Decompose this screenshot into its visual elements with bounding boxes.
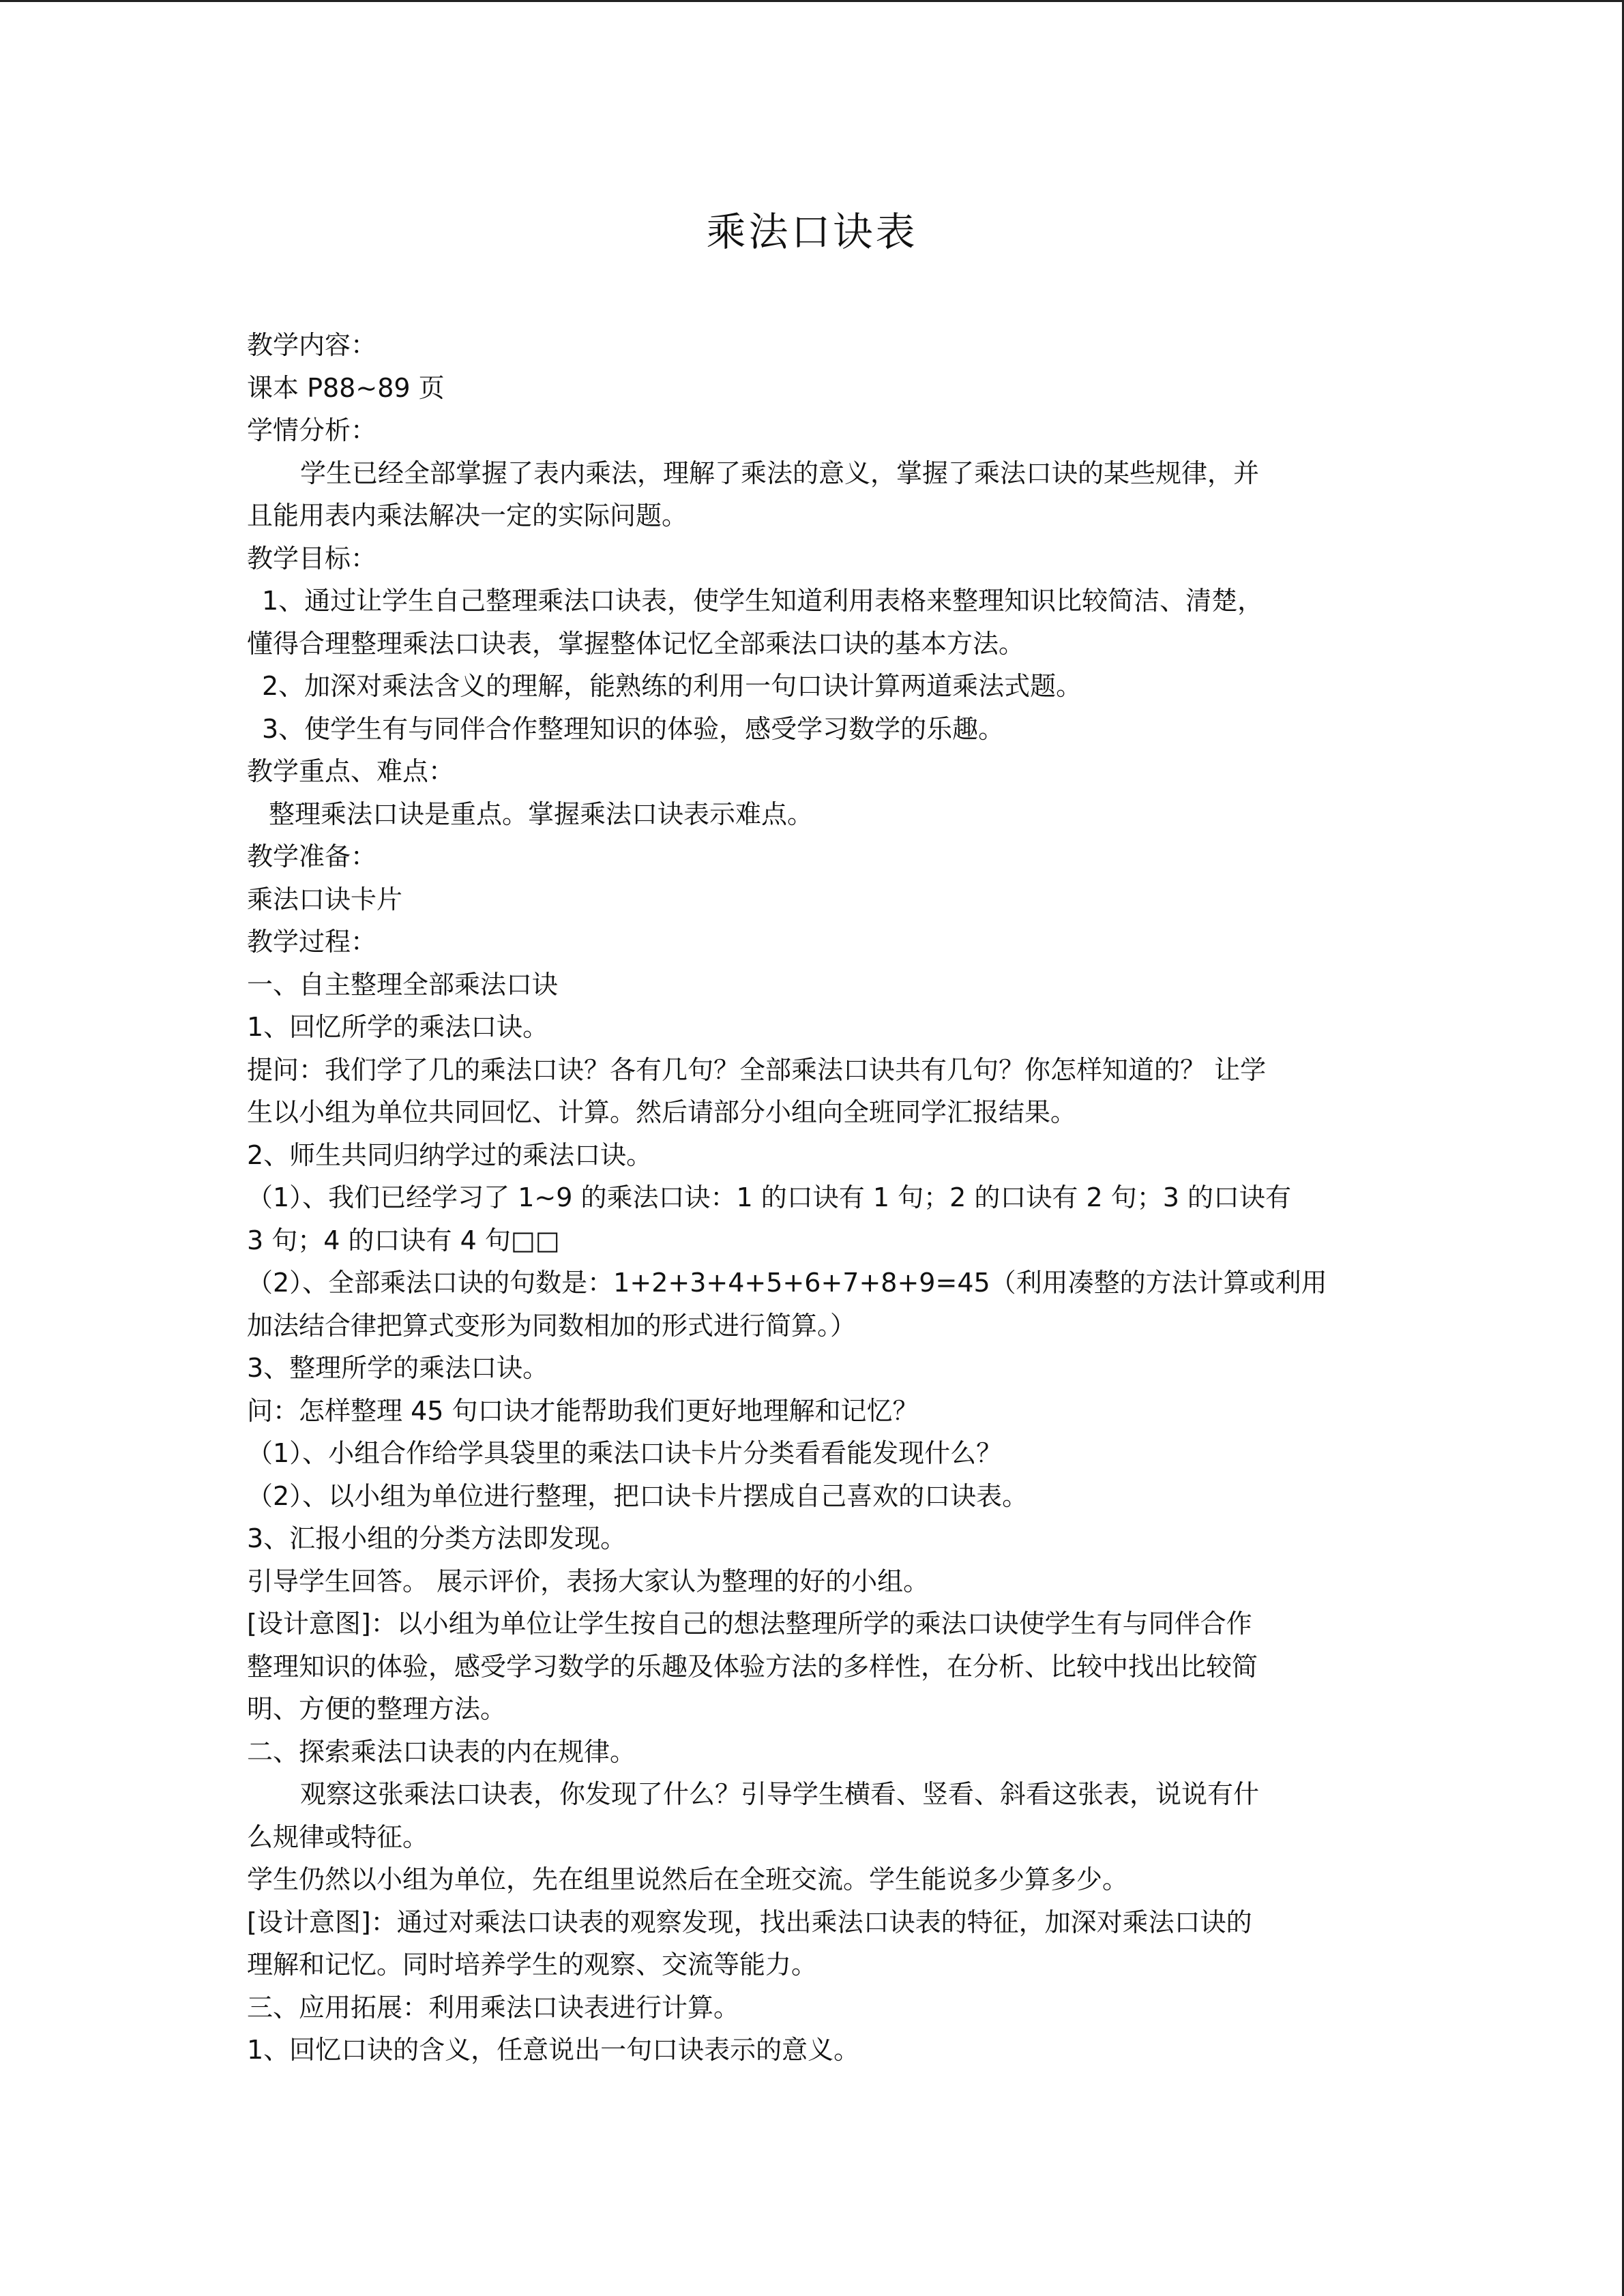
paragraph-line: （1）、我们已经学习了 1~9 的乘法口诀：1 的口诀有 1 句；2 的口诀有 2 句；3 的口诀有	[247, 1182, 1291, 1212]
paragraph-line: 且能用表内乘法解决一定的实际问题。	[247, 501, 688, 531]
paragraph-line: 生以小组为单位共同回忆、计算。然后请部分小组向全班同学汇报结果。	[247, 1097, 1077, 1127]
section-heading-process: 教学过程：	[247, 927, 377, 957]
text-line: 2、师生共同归纳学过的乘法口诀。	[247, 1139, 653, 1170]
subsection-heading: 一、自主整理全部乘法口诀	[247, 969, 559, 1000]
paragraph-line: 提问：我们学了几的乘法口诀？各有几句？全部乘法口诀共有几句？你怎样知道的？ 让学	[247, 1054, 1267, 1085]
paragraph-line: 3 句；4 的口诀有 4 句□□	[247, 1225, 560, 1255]
section-heading-goals: 教学目标：	[247, 543, 377, 573]
subsection-heading: 二、探索乘法口诀表的内在规律。	[247, 1736, 636, 1767]
list-item: 1、通过让学生自己整理乘法口诀表，使学生知道利用表格来整理知识比较简洁、清楚，	[262, 586, 1264, 616]
document-title: 乘法口诀表	[706, 209, 918, 255]
text-line: 课本 P88~89 页	[247, 372, 445, 403]
top-border	[0, 0, 1624, 2]
document-body	[247, 324, 1386, 2072]
section-heading-key-points: 教学重点、难点：	[247, 756, 455, 786]
text-line: 学生仍然以小组为单位，先在组里说然后在全班交流。学生能说多少算多少。	[247, 1864, 1129, 1894]
paragraph-line: 理解和记忆。同时培养学生的观察、交流等能力。	[247, 1950, 818, 1980]
list-item: 2、加深对乘法含义的理解，能熟练的利用一句口诀计算两道乘法式题。	[262, 671, 1082, 701]
paragraph-line: （2）、全部乘法口诀的句数是：1+2+3+4+5+6+7+8+9=45（利用凑整的方法计算或利用	[247, 1268, 1327, 1298]
section-heading-analysis: 学情分析：	[247, 415, 377, 445]
text-line: 3、整理所学的乘法口诀。	[247, 1353, 549, 1383]
list-item-continuation: 懂得合理整理乘法口诀表，掌握整体记忆全部乘法口诀的基本方法。	[247, 628, 1025, 659]
paragraph-line: 整理知识的体验，感受学习数学的乐趣及体验方法的多样性，在分析、比较中找出比较简	[247, 1651, 1258, 1682]
section-heading-preparation: 教学准备：	[247, 841, 377, 871]
text-line: 整理乘法口诀是重点。掌握乘法口诀表示难点。	[269, 799, 814, 829]
paragraph-line: 学生已经全部掌握了表内乘法，理解了乘法的意义，掌握了乘法口诀的某些规律，并	[300, 458, 1260, 488]
section-heading-content: 教学内容：	[247, 330, 377, 360]
paragraph-line: 明、方便的整理方法。	[247, 1694, 507, 1724]
paragraph-line: [设计意图]：以小组为单位让学生按自己的想法整理所学的乘法口诀使学生有与同伴合作	[247, 1609, 1252, 1639]
list-item: 3、使学生有与同伴合作整理知识的体验，感受学习数学的乐趣。	[262, 713, 1005, 744]
text-line: （1）、小组合作给学具袋里的乘法口诀卡片分类看看能发现什么？	[247, 1438, 1003, 1468]
text-line: 1、回忆口诀的含义，任意说出一句口诀表示的意义。	[247, 2035, 860, 2065]
paragraph-line: 么规律或特征。	[247, 1821, 429, 1852]
text-line: 3、汇报小组的分类方法即发现。	[247, 1523, 627, 1553]
text-line: 乘法口诀卡片	[247, 884, 403, 914]
paragraph-line: 加法结合律把算式变形为同数相加的形式进行简算。）	[247, 1310, 857, 1341]
paragraph-line: 观察这张乘法口诀表，你发现了什么？引导学生横看、竖看、斜看这张表，说说有什	[300, 1779, 1260, 1809]
text-line: 问：怎样整理 45 句口诀才能帮助我们更好地理解和记忆？	[247, 1395, 919, 1426]
paragraph-line: [设计意图]：通过对乘法口诀表的观察发现，找出乘法口诀表的特征，加深对乘法口诀的	[247, 1907, 1252, 1937]
text-line: 引导学生回答。 展示评价，表扬大家认为整理的好的小组。	[247, 1566, 930, 1596]
text-line: （2）、以小组为单位进行整理，把口诀卡片摆成自己喜欢的口诀表。	[247, 1480, 1029, 1511]
subsection-heading: 三、应用拓展：利用乘法口诀表进行计算。	[247, 1992, 740, 2023]
text-line: 1、回忆所学的乘法口诀。	[247, 1012, 549, 1042]
